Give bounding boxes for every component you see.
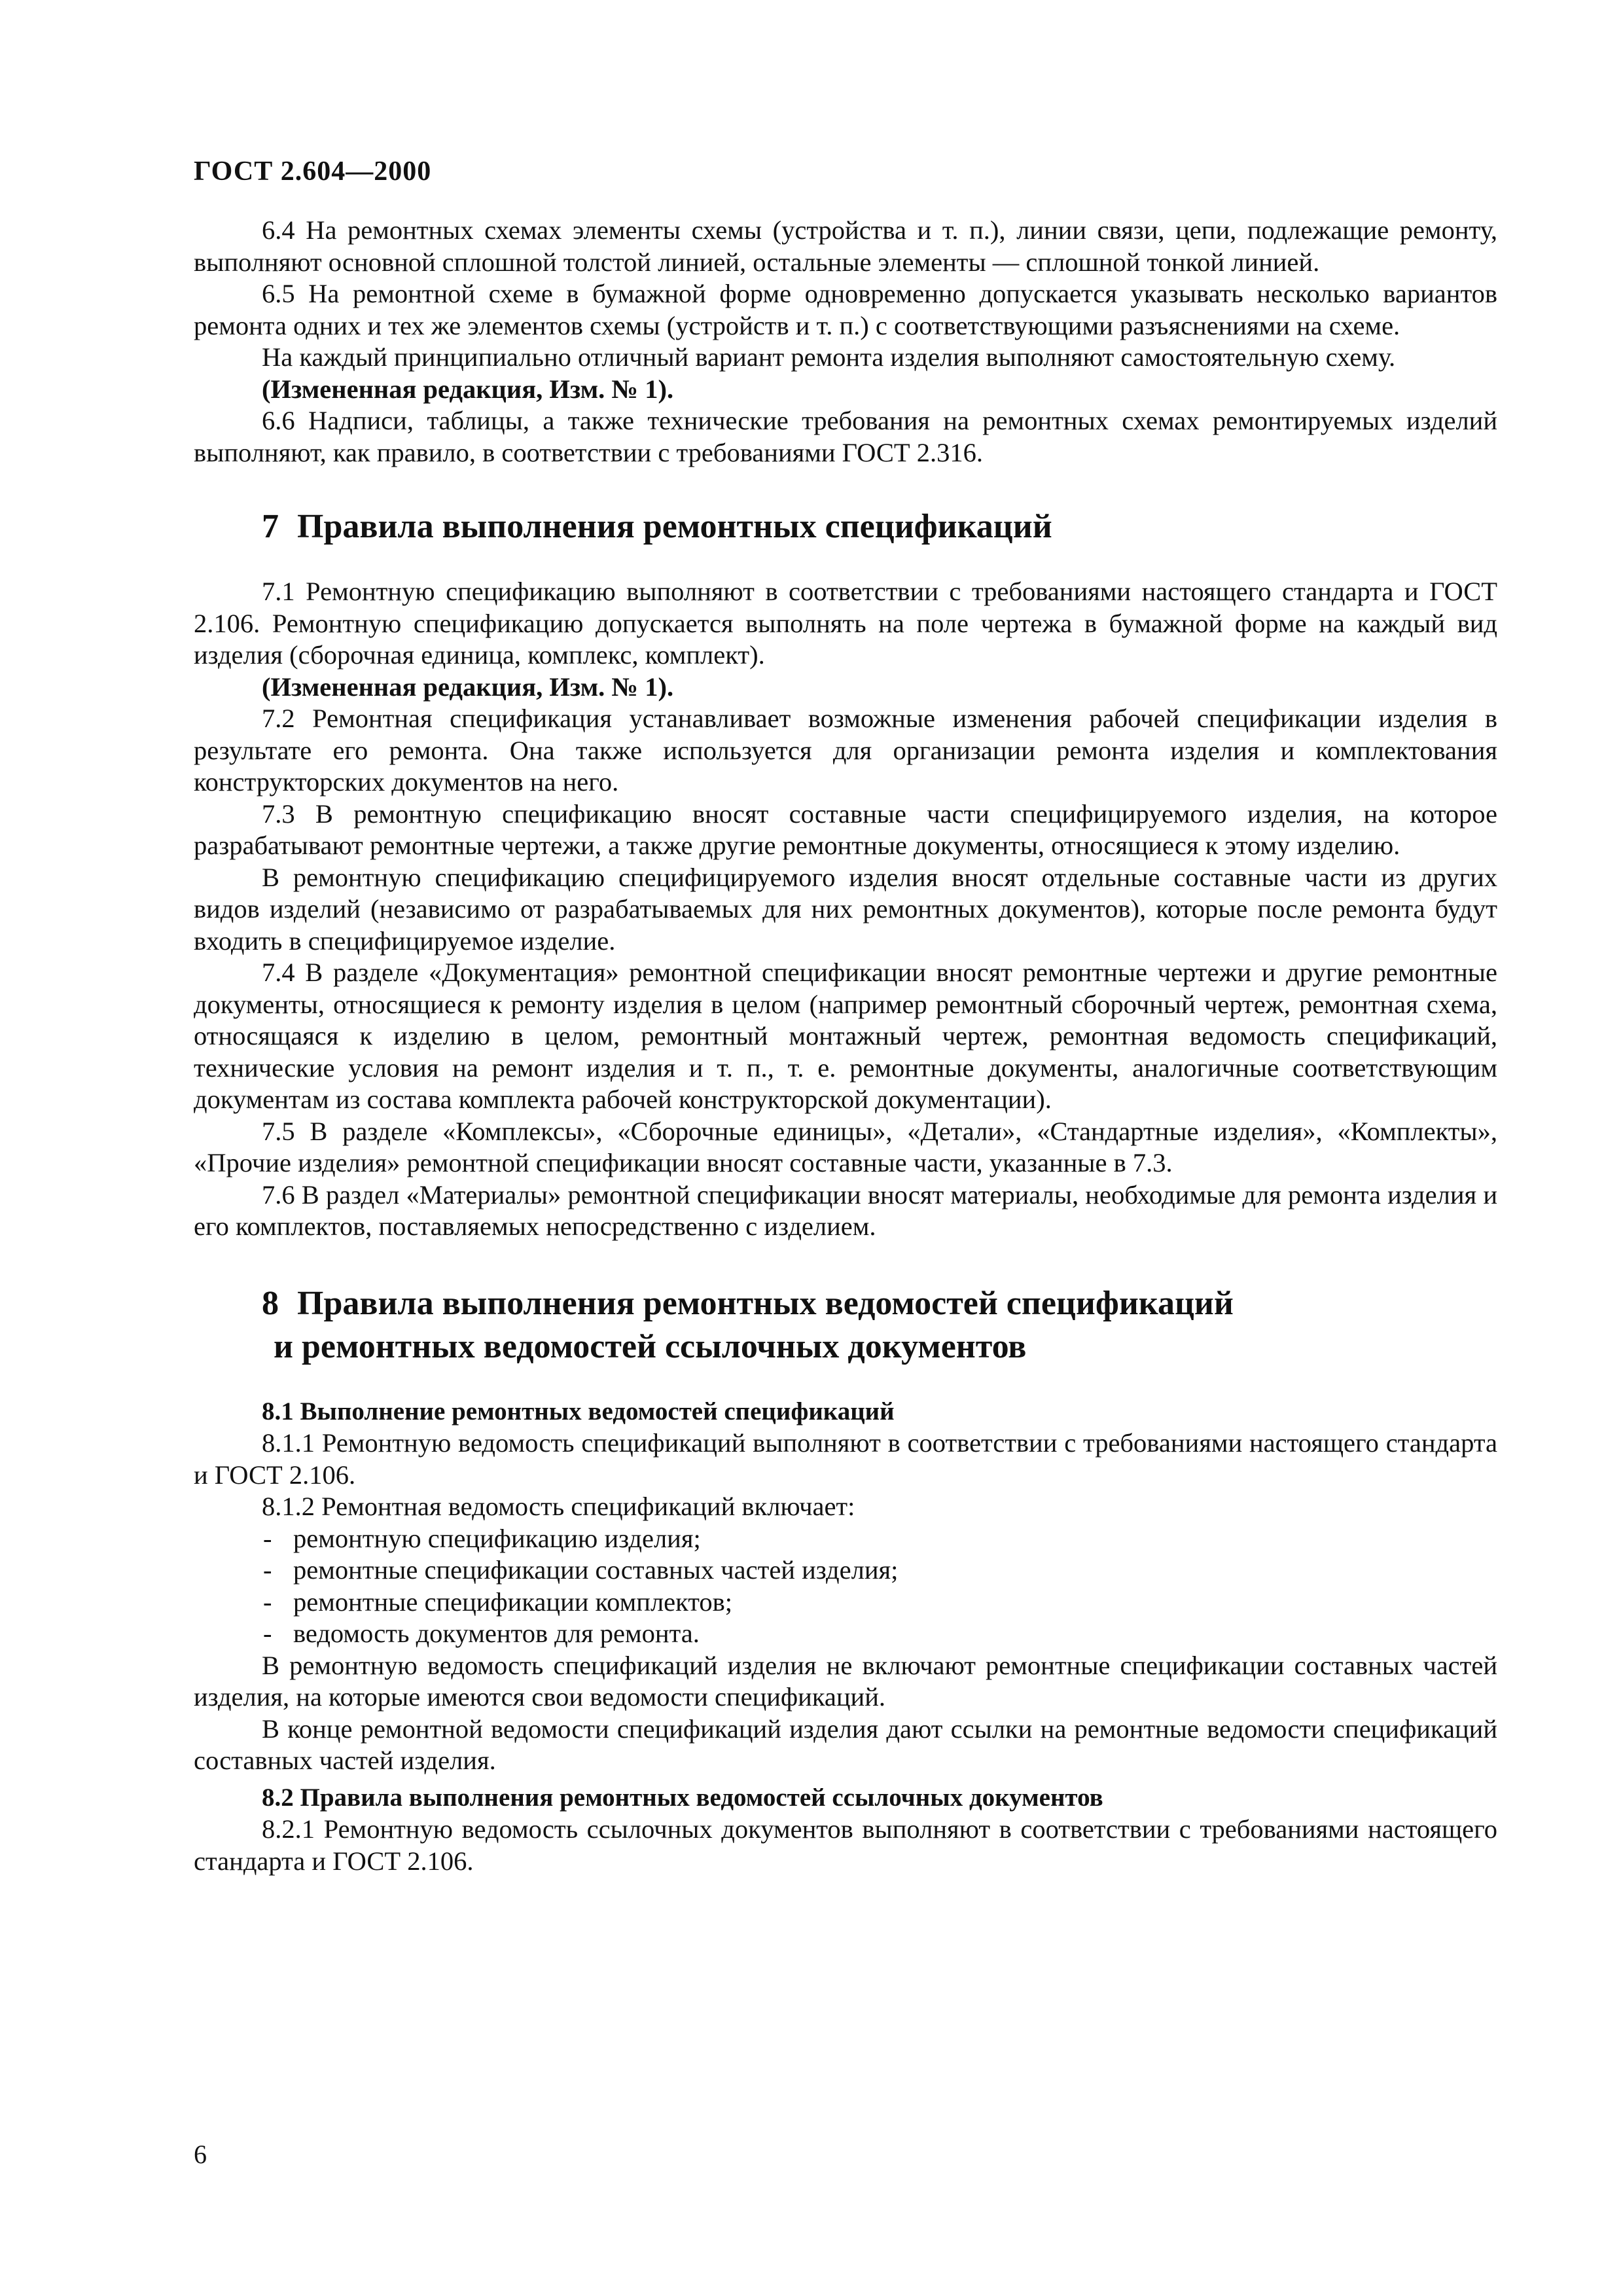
page-number: 6 [194, 2140, 207, 2169]
list-8-1-2 [194, 1523, 1497, 1650]
paragraph-7-3: 7.3 В ремонтную спецификацию вносят составные части специфицируемого изделия, на которое разрабатывают ремонтные чертежи, а также другие ремонтные документы, относящиеся к этому изделию. [194, 798, 1497, 860]
section-8-title-line-1: Правила выполнения ремонтных ведомостей спецификаций [297, 1284, 1234, 1322]
section-7-heading [194, 505, 1497, 548]
amendment-note: (Измененная редакция, Изм. № 1). [262, 672, 674, 702]
paragraph-7-2: 7.2 Ремонтная спецификация устанавливает возможные изменения рабочей спецификации изделия в результате его ремонта. Она также используется для организации ремонта изделия и комплектования конструкторских документов на него. [194, 704, 1497, 797]
section-7-title: Правила выполнения ремонтных спецификаций [297, 508, 1052, 545]
paragraph-8-1-1: 8.1.1 Ремонтную ведомость спецификаций выполняют в соответствии с требованиями настоящего стандарта и ГОСТ 2.106. [194, 1428, 1497, 1490]
subsection-8-1-heading: 8.1 Выполнение ремонтных ведомостей спецификаций [262, 1397, 895, 1426]
page-header-standard-number: ГОСТ 2.604—2000 [194, 156, 432, 187]
paragraph-8-2-1: 8.2.1 Ремонтную ведомость ссылочных документов выполняют в соответствии с требованиями настоящего стандарта и ГОСТ 2.106. [194, 1814, 1497, 1876]
paragraph-8-1-2-final: В конце ремонтной ведомости спецификаций изделия дают ссылки на ремонтные ведомости спецификаций составных частей изделия. [194, 1713, 1497, 1775]
subsection-8-2-heading: 8.2 Правила выполнения ремонтных ведомостей ссылочных документов [262, 1783, 1103, 1812]
paragraph-7-1: 7.1 Ремонтную спецификацию выполняют в соответствии с требованиями настоящего стандарта и ГОСТ 2.106. Ремонтную спецификацию допускается выполнять на поле чертежа в бумажной форме на каждый вид изделия (сборочная единица, комплекс, комплект). [194, 577, 1497, 670]
paragraph-8-1-2-continued: В ремонтную ведомость спецификаций изделия не включают ремонтные спецификации составных частей изделия, на которые имеются свои ведомости спецификаций. [194, 1650, 1497, 1712]
section-7-number: 7 [262, 508, 279, 545]
list-item: - ремонтные спецификации составных частей изделия; [262, 1554, 1497, 1587]
paragraph-6-4: 6.4 На ремонтных схемах элементы схемы (устройства и т. п.), линии связи, цепи, подлежащие ремонту, выполняют основной сплошной толстой линией, остальные элементы — сплошной тонкой линией. [194, 215, 1497, 277]
section-8-title-line-2: и ремонтных ведомостей ссылочных документов [274, 1327, 1027, 1365]
paragraph-6-5-continued: На каждый принципиально отличный вариант ремонта изделия выполняют самостоятельную схему. [262, 342, 1396, 372]
paragraph-7-3-continued: В ремонтную спецификацию специфицируемого изделия вносят отдельные составные части из других видов изделий (независимо от разрабатываемых для них ремонтных документов), которые после ремонта будут входить в специфицируемое изделие. [194, 862, 1497, 956]
paragraph-7-5: 7.5 В разделе «Комплексы», «Сборочные единицы», «Детали», «Стандартные изделия», «Комплекты», «Прочие изделия» ремонтной спецификации вносят составные части, указанные в 7.3. [194, 1116, 1497, 1177]
section-8-number: 8 [262, 1284, 279, 1322]
paragraph-8-1-2: 8.1.2 Ремонтная ведомость спецификаций включает: [262, 1492, 855, 1521]
section-8-heading [194, 1282, 1497, 1369]
list-item: - ведомость документов для ремонта. [262, 1618, 1497, 1650]
page-content [194, 215, 1497, 1877]
list-item: - ремонтную спецификацию изделия; [262, 1523, 1497, 1555]
amendment-note: (Измененная редакция, Изм. № 1). [262, 374, 674, 404]
list-item: - ремонтные спецификации комплектов; [262, 1587, 1497, 1619]
paragraph-7-6: 7.6 В раздел «Материалы» ремонтной спецификации вносят материалы, необходимые для ремонта изделия и его комплектов, поставляемых непосредственно с изделием. [194, 1179, 1497, 1241]
paragraph-6-5: 6.5 На ремонтной схеме в бумажной форме одновременно допускается указывать несколько вариантов ремонта одних и тех же элементов схемы (устройств и т. п.) с соответствующими разъяснениями на схеме. [194, 279, 1497, 340]
paragraph-7-4: 7.4 В разделе «Документация» ремонтной спецификации вносят ремонтные чертежи и другие ремонтные документы, относящиеся к ремонту изделия в целом (например ремонтный сборочный чертеж, ремонтная схема, относящаяся к изделию в целом, ремонтный монтажный чертеж, ремонтная ведомость спецификаций, технические условия на ремонт изделия и т. п., т. е. ремонтные документы, аналогичные соответствующим документам из состава комплекта рабочей конструкторской документации). [194, 958, 1497, 1114]
paragraph-6-6: 6.6 Надписи, таблицы, а также технические требования на ремонтных схемах ремонтируемых изделий выполняют, как правило, в соответствии с требованиями ГОСТ 2.316. [194, 406, 1497, 467]
